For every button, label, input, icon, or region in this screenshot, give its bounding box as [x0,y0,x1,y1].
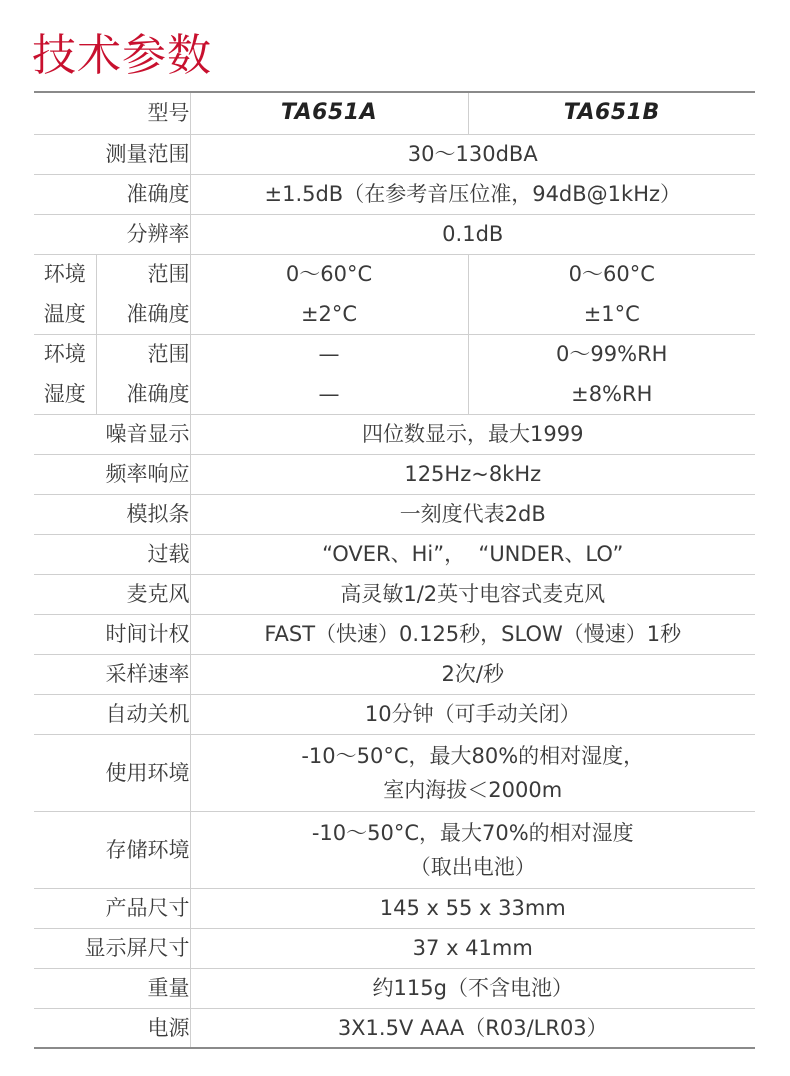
spec-row-humidity-range [34,334,755,374]
spec-label: 电源 [34,1008,190,1048]
spec-row-range [34,134,755,174]
spec-label: 存储环境 [34,811,190,888]
spec-value: FAST（快速）0.125秒，SLOW（慢速）1秒 [190,614,755,654]
spec-value-b: 0～60°C [568,262,655,287]
spec-row-overload [34,534,755,574]
spec-row-storage-env [34,811,755,888]
sub-label: 范围 [96,334,190,374]
spec-value: 37 x 41mm [190,928,755,968]
spec-row-time-weighting [34,614,755,654]
spec-label: 产品尺寸 [34,888,190,928]
model-a: TA651A [190,92,468,134]
spec-label: 过载 [34,534,190,574]
spec-value-a: 0～60°C [190,254,468,294]
spec-row-accuracy [34,174,755,214]
spec-value-a: — [190,374,468,414]
spec-row-temp-range [34,254,755,294]
spec-row-bar-graph [34,494,755,534]
group-label-temp-2: 温度 [34,294,96,334]
group-label-humidity-1: 环境 [34,334,96,374]
spec-label: 噪音显示 [34,414,190,454]
spec-value: ±1.5dB（在参考音压位准，94dB@1kHz） [190,174,755,214]
group-label-humidity-2: 湿度 [34,374,96,414]
model-label: 型号 [34,92,190,134]
spec-label: 使用环境 [34,734,190,811]
spec-value-b: 0～99%RH [556,342,668,367]
spec-row-power [34,1008,755,1048]
spec-row-display-size [34,928,755,968]
spec-label: 准确度 [34,174,190,214]
spec-value-line: （取出电池） [409,854,536,879]
spec-label: 采样速率 [34,654,190,694]
spec-row-operating-env [34,734,755,811]
page-title: 技术参数 [32,30,212,81]
spec-value [190,811,755,888]
spec-value: 3X1.5V AAA（R03/LR03） [190,1008,755,1048]
spec-row-temp-accuracy [34,294,755,334]
spec-row-weight [34,968,755,1008]
spec-value: 一刻度代表2dB [190,494,755,534]
spec-label: 时间计权 [34,614,190,654]
spec-row-freq-response [34,454,755,494]
spec-value-line: 室内海拔＜2000m [383,777,563,802]
spec-value: 0.1dB [190,214,755,254]
spec-label: 测量范围 [34,134,190,174]
spec-value: 145 x 55 x 33mm [190,888,755,928]
sub-label: 范围 [96,254,190,294]
spec-label: 频率响应 [34,454,190,494]
model-b: TA651B [468,92,755,134]
spec-label: 分辨率 [34,214,190,254]
spec-row-resolution [34,214,755,254]
spec-value: 四位数显示，最大1999 [190,414,755,454]
spec-row-size [34,888,755,928]
spec-value [190,734,755,811]
spec-row-sample-rate [34,654,755,694]
spec-value-b: ±1°C [468,294,755,334]
spec-label: 模拟条 [34,494,190,534]
spec-value-a: — [190,334,468,374]
spec-row-noise-display [34,414,755,454]
group-label-temp-1: 环境 [34,254,96,294]
model-header-row [34,92,755,134]
spec-label: 麦克风 [34,574,190,614]
spec-row-microphone [34,574,755,614]
spec-value-a: ±2°C [190,294,468,334]
spec-label: 自动关机 [34,694,190,734]
spec-value: 2次/秒 [190,654,755,694]
spec-value-b: ±8%RH [468,374,755,414]
spec-row-humidity-accuracy [34,374,755,414]
spec-value: 30～130dBA [190,134,755,174]
spec-value: 高灵敏1/2英寸电容式麦克风 [190,574,755,614]
spec-value: 125Hz~8kHz [190,454,755,494]
spec-row-auto-off [34,694,755,734]
sub-label: 准确度 [96,374,190,414]
spec-value: 约115g（不含电池） [190,968,755,1008]
spec-label: 重量 [34,968,190,1008]
spec-value-line: -10～50°C，最大80%的相对湿度， [301,743,645,768]
spec-value-line: -10～50°C，最大70%的相对湿度 [311,820,634,845]
spec-table [34,91,755,1049]
spec-value: “OVER、Hi”， “UNDER、LO” [190,534,755,574]
spec-value: 10分钟（可手动关闭） [190,694,755,734]
spec-label: 显示屏尺寸 [34,928,190,968]
sub-label: 准确度 [96,294,190,334]
